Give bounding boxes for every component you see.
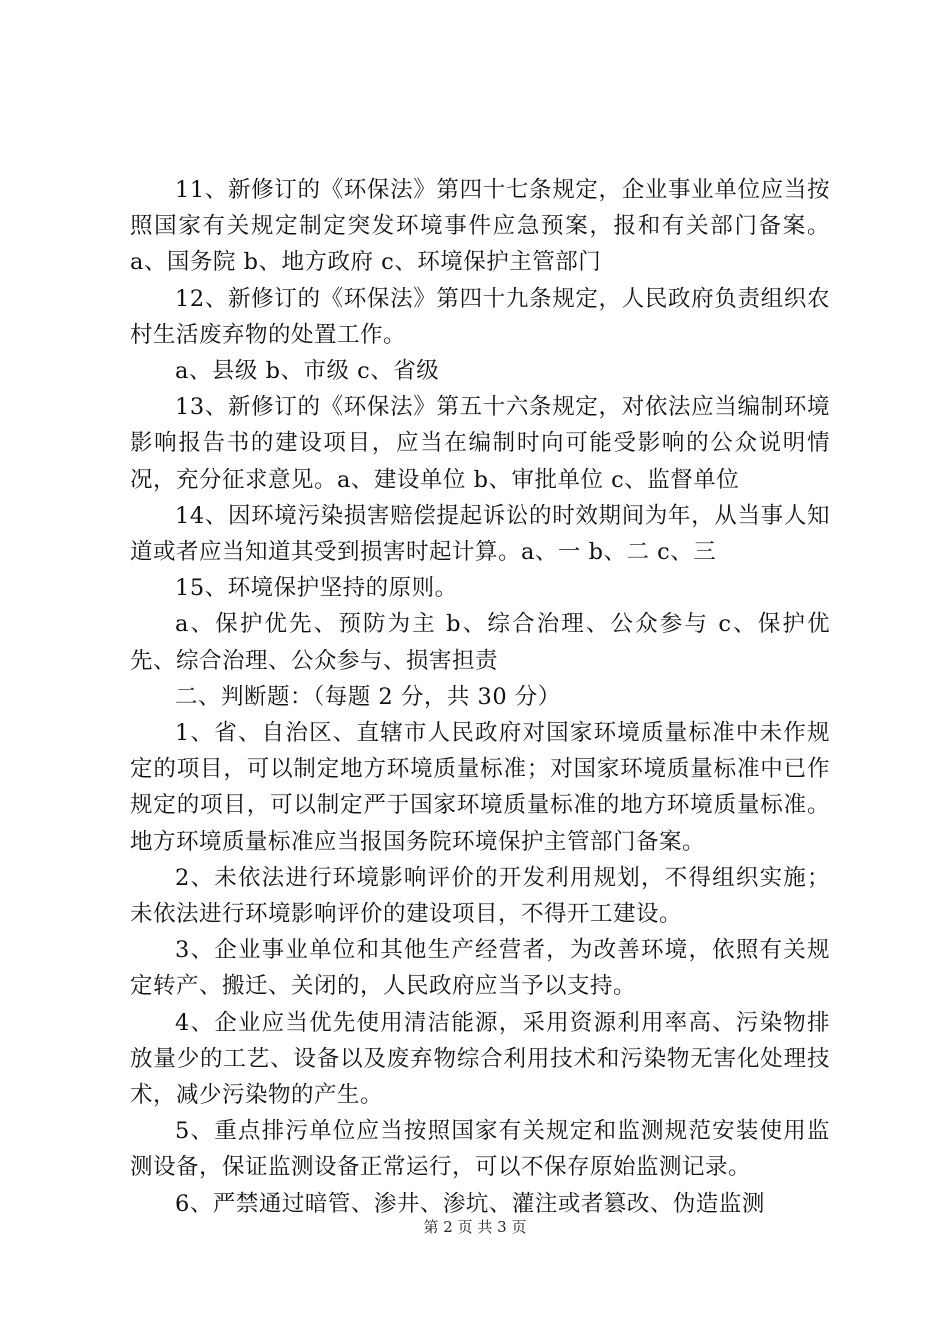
judgment-item-2: 2、未依法进行环境影响评价的开发利用规划，不得组织实施；未依法进行环境影响评价的建设项目，不得开工建设。 <box>130 864 830 928</box>
judgment-item-3: 3、企业事业单位和其他生产经营者，为改善环境，依照有关规定转产、搬迁、关闭的，人民政府应当予以支持。 <box>130 937 830 1000</box>
judgment-item-4: 4、企业应当优先使用清洁能源，采用资源利用率高、污染物排放量少的工艺、设备以及废弃物综合利用技术和污染物无害化处理技术，减少污染物的产生。 <box>130 1009 830 1109</box>
question-15-options: a、保护优先、预防为主 b、综合治理、公众参与 c、保护优先、综合治理、公众参与、损害担责 <box>130 611 830 674</box>
section-heading-true-false: 二、判断题：（每题 2 分，共 30 分） <box>175 683 561 710</box>
question-11: 11、新修订的《环保法》第四十七条规定，企业事业单位应当按照国家有关规定制定突发环境事件应急预案，报和有关部门备案。a、国务院 b、地方政府 c、环境保护主管部门 <box>130 177 830 276</box>
document-body <box>130 172 830 1222</box>
judgment-item-5: 5、重点排污单位应当按照国家有关规定和监测规范安装使用监测设备，保证监测设备正常运行，可以不保存原始监测记录。 <box>130 1118 830 1181</box>
question-15: 15、环境保护坚持的原则。 <box>175 575 458 602</box>
question-13: 13、新修订的《环保法》第五十六条规定，对依法应当编制环境影响报告书的建设项目，应当在编制时向可能受影响的公众说明情况，充分征求意见。a、建设单位 b、审批单位 c、监督单位 <box>130 394 830 493</box>
question-12: 12、新修订的《环保法》第四十九条规定，人民政府负责组织农村生活废弃物的处置工作。 <box>130 285 830 348</box>
judgment-item-6: 6、严禁通过暗管、渗井、渗坑、灌注或者篡改、伪造监测 <box>175 1190 765 1217</box>
question-12-options: a、县级 b、市级 c、省级 <box>175 358 440 385</box>
question-14: 14、因环境污染损害赔偿提起诉讼的时效期间为年，从当事人知道或者应当知道其受到损害时起计算。a、一 b、二 c、三 <box>130 502 830 566</box>
judgment-item-1: 1、省、自治区、直辖市人民政府对国家环境质量标准中未作规定的项目，可以制定地方环境质量标准；对国家环境质量标准中已作规定的项目，可以制定严于国家环境质量标准的地方环境质量标准。地方环境质量标准应当报国务院环境保护主管部门备案。 <box>130 720 830 855</box>
page-footer: 第 2 页 共 3 页 <box>423 1218 527 1236</box>
